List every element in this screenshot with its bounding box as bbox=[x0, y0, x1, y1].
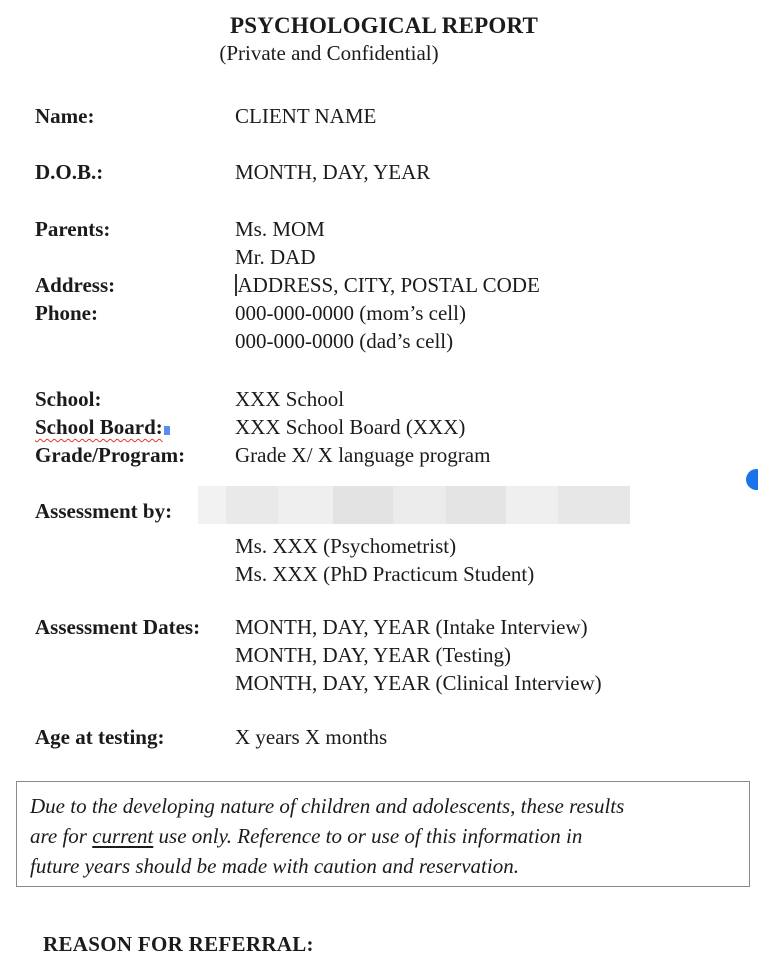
field-row-assessment-by bbox=[0, 497, 758, 588]
name-label: Name: bbox=[35, 104, 95, 128]
assessment-by-label: Assessment by: bbox=[35, 499, 173, 523]
grade-program-label: Grade/Program: bbox=[35, 443, 186, 467]
age-at-testing-label: Age at testing: bbox=[35, 725, 165, 749]
text-cursor bbox=[235, 274, 237, 296]
field-row-assessment-dates bbox=[0, 613, 758, 697]
dob-value: MONTH, DAY, YEAR bbox=[235, 160, 431, 184]
name-value: CLIENT NAME bbox=[235, 104, 377, 128]
grade-program-value: Grade X/ X language program bbox=[235, 443, 491, 467]
assessment-by-line-2: Ms. XXX (PhD Practicum Student) bbox=[235, 562, 535, 586]
parents-label: Parents: bbox=[35, 217, 111, 241]
parents-mom-value: Ms. MOM bbox=[235, 217, 325, 241]
school-label: School: bbox=[35, 387, 102, 411]
address-value-wrap bbox=[235, 271, 540, 299]
insertion-point-mark bbox=[164, 426, 170, 435]
disclaimer-underlined-word: current bbox=[92, 824, 154, 848]
assessment-dates-values bbox=[235, 613, 602, 697]
field-row-school-board bbox=[0, 413, 758, 441]
disclaimer-line-3: future years should be made with caution and reservation. bbox=[30, 854, 519, 878]
field-row-name bbox=[0, 102, 758, 130]
disclaimer-line-2 bbox=[30, 821, 735, 851]
field-row-phone-2 bbox=[0, 327, 758, 355]
assessment-dates-label: Assessment Dates: bbox=[35, 615, 201, 639]
report-title: PSYCHOLOGICAL REPORT bbox=[230, 13, 538, 38]
school-board-label-wrap bbox=[35, 413, 235, 441]
disclaimer-line-1: Due to the developing nature of children and adolescents, these results bbox=[30, 794, 625, 818]
report-subtitle: (Private and Confidential) bbox=[219, 41, 439, 65]
age-at-testing-value: X years X months bbox=[235, 725, 388, 749]
phone-label: Phone: bbox=[35, 301, 98, 325]
assessment-date-testing: MONTH, DAY, YEAR (Testing) bbox=[235, 643, 512, 667]
parents-dad-value: Mr. DAD bbox=[235, 245, 316, 269]
field-row-age-at-testing bbox=[0, 723, 758, 751]
field-row-parents-2 bbox=[0, 243, 758, 271]
blue-presence-dot[interactable] bbox=[746, 469, 758, 490]
disclaimer-line-2-post: use only. Reference to or use of this information in bbox=[153, 824, 583, 848]
address-value: ADDRESS, CITY, POSTAL CODE bbox=[237, 273, 540, 297]
school-board-label: School Board: bbox=[35, 415, 163, 439]
school-value: XXX School bbox=[235, 387, 345, 411]
redacted-name-region bbox=[198, 486, 630, 524]
assessment-by-line-1: Ms. XXX (Psychometrist) bbox=[235, 534, 457, 558]
field-row-school bbox=[0, 385, 758, 413]
field-row-dob bbox=[0, 158, 758, 186]
reason-for-referral-heading: REASON FOR REFERRAL: bbox=[43, 932, 314, 956]
field-row-phone bbox=[0, 299, 758, 327]
dob-label: D.O.B.: bbox=[35, 160, 104, 184]
field-row-parents bbox=[0, 215, 758, 243]
field-row-address bbox=[0, 271, 758, 299]
school-board-value: XXX School Board (XXX) bbox=[235, 415, 466, 439]
phone-dad-value: 000-000-0000 (dad’s cell) bbox=[235, 329, 454, 353]
assessment-date-clinical: MONTH, DAY, YEAR (Clinical Interview) bbox=[235, 671, 602, 695]
address-label: Address: bbox=[35, 273, 116, 297]
assessment-date-intake: MONTH, DAY, YEAR (Intake Interview) bbox=[235, 615, 588, 639]
phone-mom-value: 000-000-0000 (mom’s cell) bbox=[235, 301, 466, 325]
disclaimer-line-2-pre: are for bbox=[30, 824, 93, 848]
disclaimer-box bbox=[16, 781, 750, 887]
field-row-grade-program bbox=[0, 441, 758, 469]
